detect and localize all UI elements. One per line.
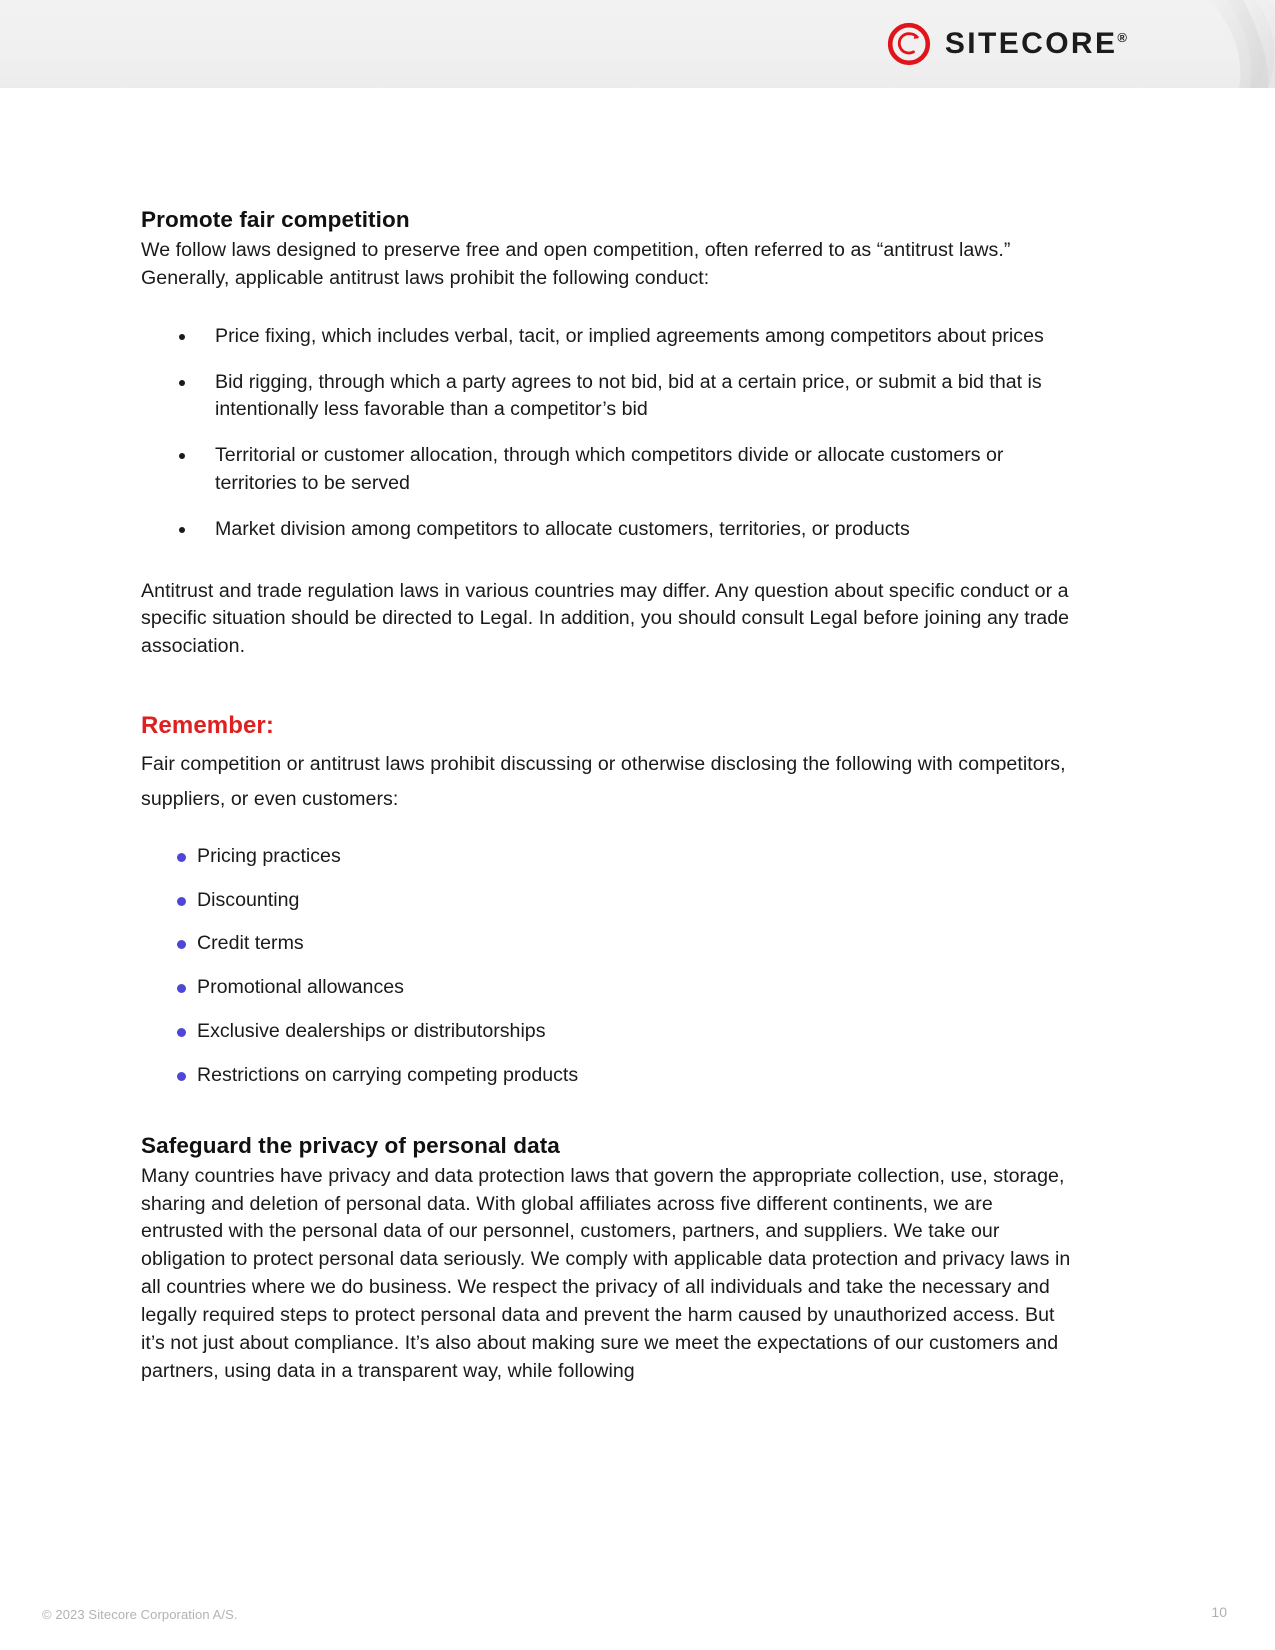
- list-item: Discounting: [141, 887, 1076, 915]
- list-item: Pricing practices: [141, 843, 1076, 871]
- list-item: Promotional allowances: [141, 974, 1076, 1002]
- section1-closing-paragraph: Antitrust and trade regulation laws in various countries may differ. Any question about specific conduct or a specific situation should be directed to Legal. In addition, you should consult Legal before joining any trade association.: [141, 579, 1070, 658]
- list-item: Credit terms: [141, 930, 1076, 958]
- document-page: [0, 88, 1275, 1650]
- sitecore-logo: [887, 22, 1127, 66]
- section1-intro-paragraph: We follow laws designed to preserve free and open competition, often referred to as “antitrust laws.” Generally, applicable antitrust laws prohibit the following conduct:: [141, 239, 1011, 289]
- page-footer: [0, 1578, 1275, 1650]
- list-item: Market division among competitors to allocate customers, territories, or products: [141, 516, 1076, 544]
- section-heading-safeguard-privacy: Safeguard the privacy of personal data: [141, 1132, 560, 1158]
- spacer: [141, 293, 1076, 323]
- sitecore-logo-icon: [887, 22, 931, 66]
- antitrust-conduct-list: [141, 323, 1076, 544]
- page-header: [0, 0, 1275, 88]
- list-item: Price fixing, which includes verbal, tacit, or implied agreements among competitors about prices: [141, 323, 1076, 351]
- list-item: Bid rigging, through which a party agrees to not bid, bid at a certain price, or submit a bid that is intentionally less favorable than a competitor’s bid: [141, 369, 1076, 425]
- list-item: Territorial or customer allocation, through which competitors divide or allocate customers or territories to be served: [141, 442, 1076, 498]
- prohibited-topics-list: [141, 843, 1076, 1090]
- brand-name-text: SITECORE: [944, 27, 1118, 60]
- document-content: [141, 206, 1076, 1385]
- trademark-symbol: ®: [1117, 30, 1127, 45]
- page-number: 10: [1211, 1604, 1227, 1620]
- section3-body-paragraph: Many countries have privacy and data protection laws that govern the appropriate collection, use, storage, sharing and deletion of personal data. With global affiliates across five different continents, we are entrusted with the personal data of our personnel, customers, partners, and suppliers. We take our obligation to protect personal data seriously. We comply with applicable data protection and privacy laws in all countries where we do business. We respect the privacy of all individuals and take the necessary and legally required steps to protect personal data and prevent the harm caused by unauthorized access. But it’s not just about compliance. It’s also about making sure we meet the expectations of our customers and partners, using data in a transparent way, while following: [141, 1164, 1071, 1382]
- section-heading-remember: Remember:: [141, 712, 274, 740]
- spacer: [141, 1090, 1076, 1132]
- section-heading-promote-fair-competition: Promote fair competition: [141, 207, 410, 232]
- sitecore-wordmark: [945, 29, 1127, 59]
- list-item: Exclusive dealerships or distributorships: [141, 1018, 1076, 1046]
- spacer: [141, 544, 1076, 578]
- spacer: [141, 661, 1076, 711]
- section2-intro-paragraph: Fair competition or antitrust laws prohibit discussing or otherwise disclosing the following with competitors, suppliers, or even customers:: [141, 753, 1066, 810]
- copyright-notice: © 2023 Sitecore Corporation A/S.: [42, 1607, 238, 1622]
- spacer: [141, 817, 1076, 843]
- list-item: Restrictions on carrying competing products: [141, 1062, 1076, 1090]
